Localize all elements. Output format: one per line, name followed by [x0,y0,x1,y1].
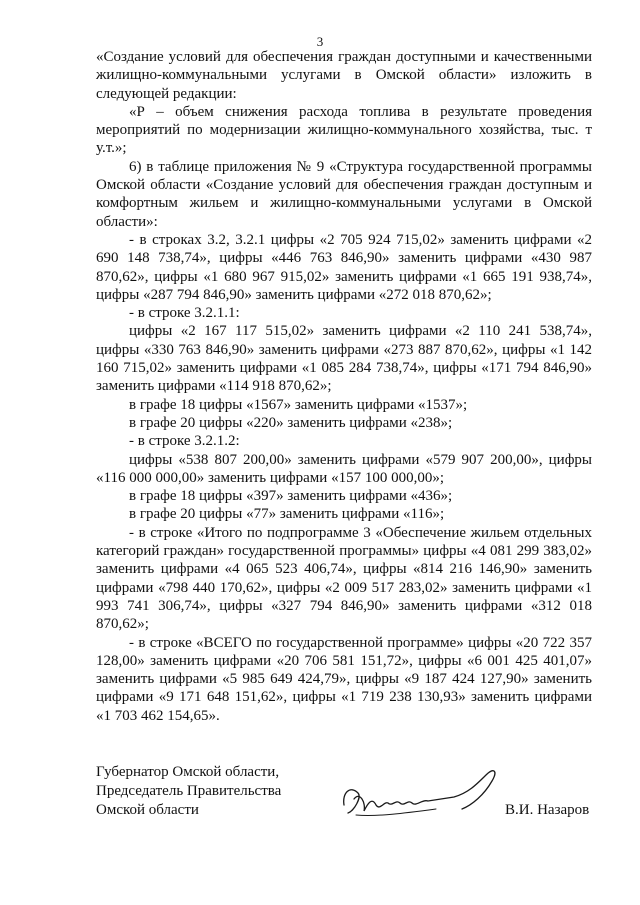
signer-title-line: Губернатор Омской области, [96,764,280,780]
paragraph-row-3-2-1-1-col18: в графе 18 цифры «1567» заменить цифрами «1537»; [129,396,468,413]
paragraph-item-6: 6) в таблице приложения № 9 «Структура государственной программы Омской области «Создание условий для обеспечения граждан доступным и комфортным жильем и жилищно-коммунальными услугами в Омской области»: [96,158,592,230]
signer-name: В.И. Назаров [505,802,590,818]
paragraph-row-3-2-1-2-col18: в графе 18 цифры «397» заменить цифрами «436»; [129,488,453,505]
signer-title-line: Председатель Правительства [96,783,282,799]
document-body [96,48,592,725]
paragraph-row-3-2-1-2-heading: - в строке 3.2.1.2: [129,433,240,450]
paragraph-subprogram-total: - в строке «Итого по подпрограмме 3 «Обеспечение жильем отдельных категорий граждан» государственной программы» цифры «4 081 299 383,02» заменить цифрами «4 065 523 406,74», цифры «814 216 146,90» заменить цифрами «798 440 170,62», цифры «2 009 517 283,02» заменить цифрами «1 993 741 306,74», цифры «327 794 846,90» заменить цифрами «312 018 870,62»; [96,524,592,633]
paragraph-row-3-2-1-2-figures: цифры «538 807 200,00» заменить цифрами «579 907 200,00», цифры «116 000 000,00» заменить цифрами «157 100 000,00»; [96,451,592,486]
paragraph-row-3-2-1-1-heading: - в строке 3.2.1.1: [129,305,240,322]
paragraph-formula: «Р – объем снижения расхода топлива в результате проведения мероприятий по модернизации жилищно-коммунального хозяйства, тыс. т у.т.»; [96,103,592,157]
page-number: 3 [316,34,324,49]
handwritten-signature [336,763,516,833]
paragraph-row-3-2-1-1-figures: цифры «2 167 117 515,02» заменить цифрами «2 110 241 538,74», цифры «330 763 846,90» заменить цифрами «273 887 870,62», цифры «1 142 160 715,02» заменить цифрами «1 085 284 738,74», цифры «171 794 846,90» заменить цифрами «114 918 870,62»; [96,323,592,395]
paragraph-rows-3-2: - в строках 3.2, 3.2.1 цифры «2 705 924 715,02» заменить цифрами «2 690 148 738,74», цифры «446 763 846,90» заменить цифрами «430 987 870,62», цифры «1 680 967 915,02» заменить цифрами «1 665 191 938,74», цифры «287 794 846,90» заменить цифрами «272 018 870,62»; [96,231,592,303]
signer-title-line: Омской области [96,802,199,818]
paragraph-program-total: - в строке «ВСЕГО по государственной программе» цифры «20 722 357 128,00» заменить цифрами «20 706 581 151,72», цифры «6 001 425 401,07» заменить цифрами «5 985 649 424,79», цифры «9 187 424 127,90» заменить цифрами «9 171 648 151,62», цифры «1 719 238 130,93» заменить цифрами «1 703 462 154,65». [96,634,592,724]
paragraph-intro: «Создание условий для обеспечения граждан доступными и качественными жилищно-коммунальными услугами в Омской области» изложить в следующей редакции: [96,49,592,102]
paragraph-row-3-2-1-1-col20: в графе 20 цифры «220» заменить цифрами «238»; [129,414,453,431]
paragraph-row-3-2-1-2-col20: в графе 20 цифры «77» заменить цифрами «116»; [129,506,445,523]
signature-block [96,763,616,853]
